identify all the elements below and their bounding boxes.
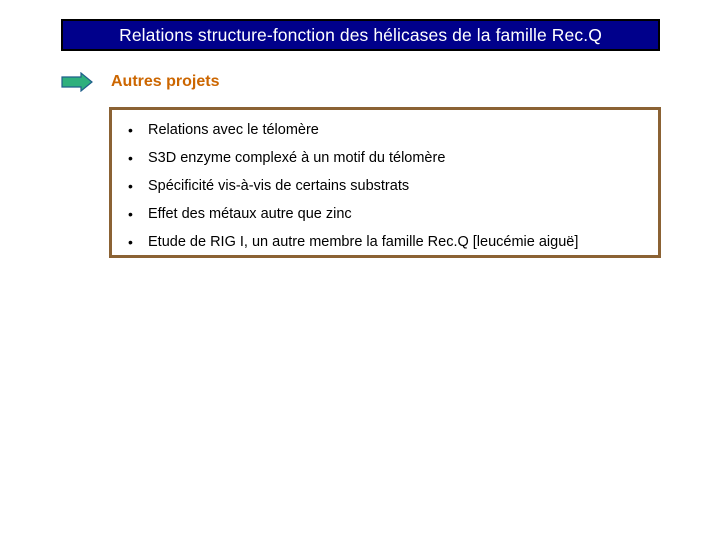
bullet-text: S3D enzyme complexé à un motif du télomère	[148, 150, 446, 166]
bullet-text: Etude de RIG I, un autre membre la famille Rec.Q [leucémie aiguë]	[148, 234, 579, 250]
list-item	[112, 120, 658, 148]
bullet-mark: •	[128, 234, 133, 250]
list-item	[112, 232, 658, 260]
bullet-mark: •	[128, 122, 133, 138]
bullet-text: Effet des métaux autre que zinc	[148, 206, 352, 222]
right-arrow-icon	[61, 72, 93, 92]
bullet-mark: •	[128, 150, 133, 166]
slide-title: Relations structure-fonction des hélicases de la famille Rec.Q	[119, 24, 602, 45]
list-item	[112, 148, 658, 176]
list-item	[112, 176, 658, 204]
bullet-mark: •	[128, 178, 133, 194]
section-heading: Autres projets	[111, 73, 220, 90]
bullet-text: Spécificité vis-à-vis de certains substrats	[148, 178, 410, 194]
bullet-list	[112, 120, 658, 260]
list-item	[112, 204, 658, 232]
bullet-text: Relations avec le télomère	[148, 122, 319, 138]
bullet-mark: •	[128, 206, 133, 222]
title-banner	[61, 19, 660, 51]
bullet-box	[109, 107, 661, 258]
